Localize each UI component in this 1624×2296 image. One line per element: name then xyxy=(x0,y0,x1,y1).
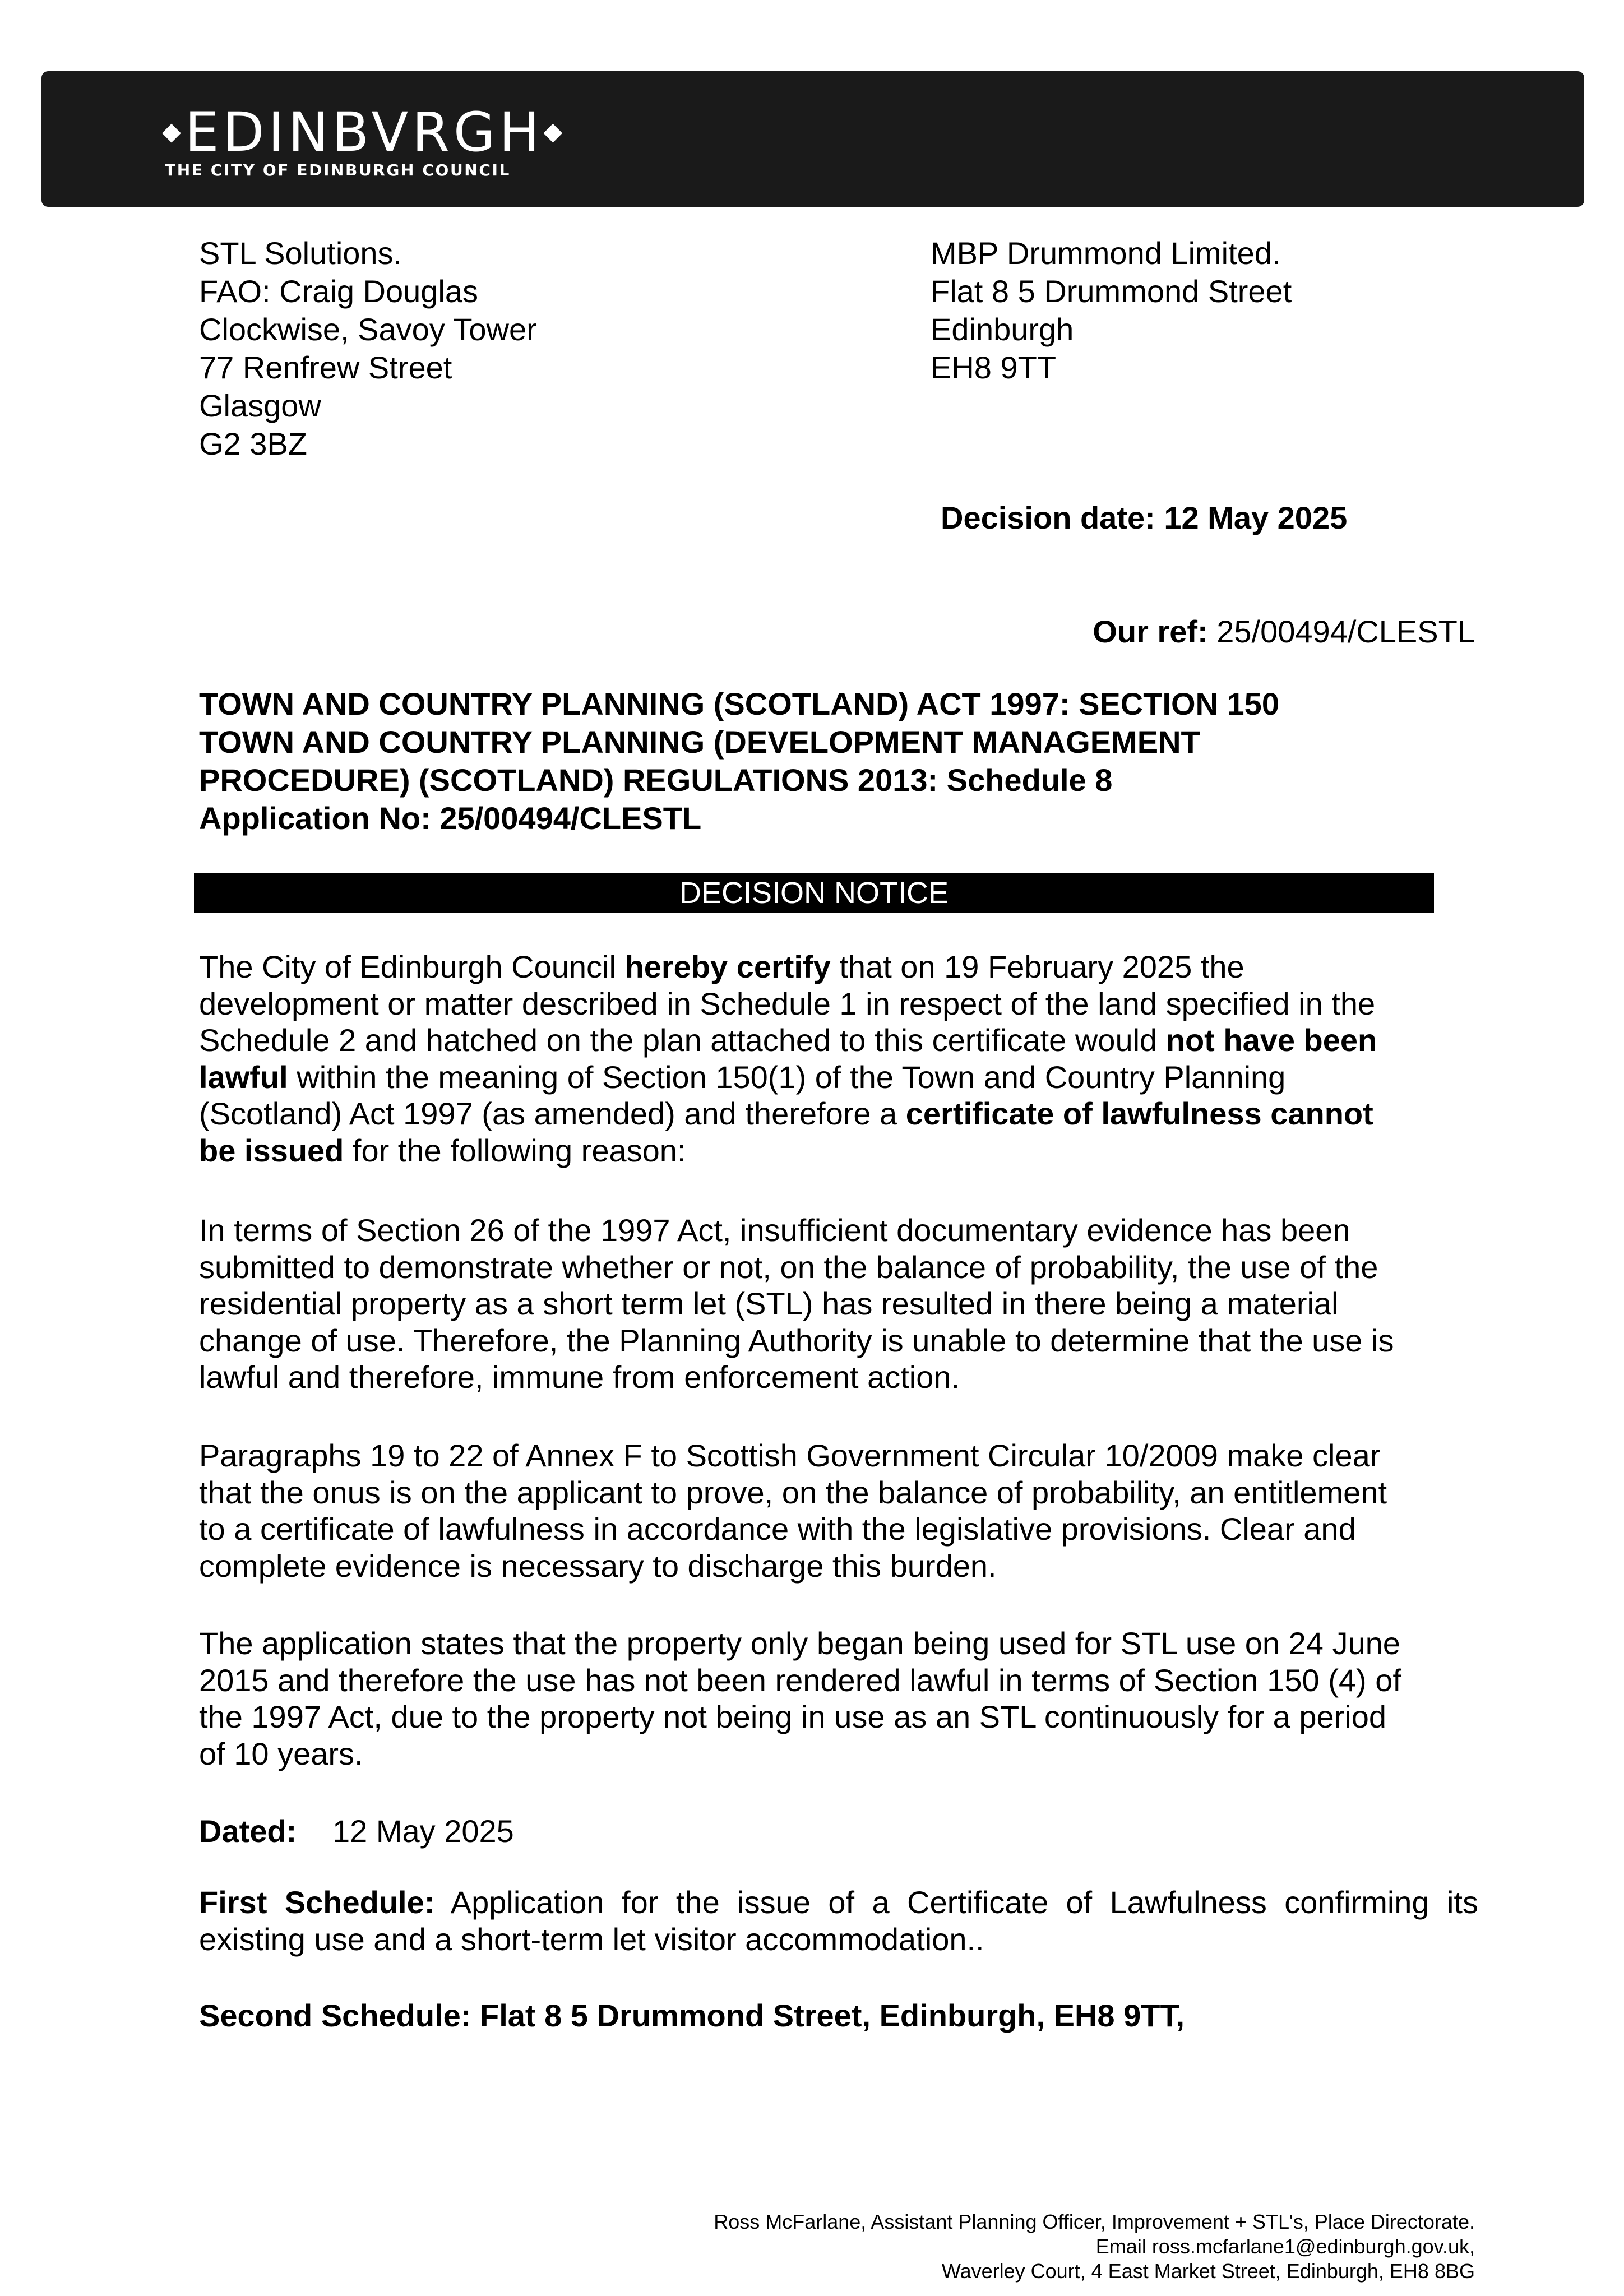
reason-paragraph xyxy=(199,1212,1478,1396)
recipient-line: FAO: Craig Douglas xyxy=(199,274,478,309)
recipient-line: Clockwise, Savoy Tower xyxy=(199,312,537,347)
text-line: residential property as a short term let (STL) has resulted in there being a material xyxy=(199,1286,1339,1322)
second-schedule: Second Schedule: Flat 8 5 Drummond Street, Edinburgh, EH8 9TT, xyxy=(199,1998,1185,2033)
emphasis-be-issued: be issued xyxy=(199,1132,344,1168)
applicant-line: Flat 8 5 Drummond Street xyxy=(931,274,1292,309)
application-number: Application No: 25/00494/CLESTL xyxy=(199,800,702,836)
our-reference xyxy=(1093,613,1475,651)
emphasis-not-lawful: not have been xyxy=(1165,1022,1377,1058)
our-ref-label: Our ref: xyxy=(1093,614,1208,649)
footer-line: Email ross.mcfarlane1@edinburgh.gov.uk, xyxy=(1095,2235,1475,2258)
logo-wordmark: EDINBVRGH xyxy=(184,101,544,164)
footer-line: Waverley Court, 4 East Market Street, Edinburgh, EH8 8BG xyxy=(941,2260,1475,2283)
applicant-line: Edinburgh xyxy=(931,312,1074,347)
text-line: 2015 and therefore the use has not been rendered lawful in terms of Section 150 (4) of xyxy=(199,1662,1401,1698)
logo-diamond-right-icon: ◆ xyxy=(543,117,567,146)
text-line: Paragraphs 19 to 22 of Annex F to Scottish Government Circular 10/2009 make clear xyxy=(199,1438,1381,1473)
officer-footer xyxy=(714,2210,1475,2284)
text-line: that the onus is on the applicant to prove, on the balance of probability, an entitlement xyxy=(199,1474,1387,1510)
dated-value: 12 May 2025 xyxy=(332,1813,514,1849)
text-line: In terms of Section 26 of the 1997 Act, insufficient documentary evidence has been xyxy=(199,1212,1350,1248)
applicant-line: MBP Drummond Limited. xyxy=(931,235,1281,271)
footer-line: Ross McFarlane, Assistant Planning Officer, Improvement + STL's, Place Directorate. xyxy=(714,2210,1475,2233)
text-line: the 1997 Act, due to the property not being in use as an STL continuously for a period xyxy=(199,1699,1386,1735)
text-run: that on 19 February 2025 the xyxy=(830,949,1244,984)
text-line: of 10 years. xyxy=(199,1735,363,1771)
our-ref-value: 25/00494/CLESTL xyxy=(1216,614,1475,649)
text-run: within the meaning of Section 150(1) of the Town and Country Planning xyxy=(288,1059,1286,1095)
council-header-banner xyxy=(41,71,1584,207)
text-run: Schedule 2 and hatched on the plan attached to this certificate would xyxy=(199,1022,1166,1058)
legislation-line: TOWN AND COUNTRY PLANNING (SCOTLAND) ACT 1997: SECTION 150 xyxy=(199,686,1279,721)
logo-subtitle: THE CITY OF EDINBURGH COUNCIL xyxy=(165,161,511,179)
legislation-line: TOWN AND COUNTRY PLANNING (DEVELOPMENT MANAGEMENT xyxy=(199,724,1200,760)
text-line: lawful and therefore, immune from enforcement action. xyxy=(199,1359,960,1395)
text-run: for the following reason: xyxy=(344,1132,686,1168)
legislation-line: PROCEDURE) (SCOTLAND) REGULATIONS 2013: Schedule 8 xyxy=(199,762,1113,798)
text-line: The application states that the property only began being used for STL use on 24 June xyxy=(199,1626,1400,1661)
legislation-heading xyxy=(199,685,1279,837)
recipient-line: 77 Renfrew Street xyxy=(199,350,452,385)
emphasis-hereby-certify: hereby certify xyxy=(624,949,831,984)
certification-paragraph xyxy=(199,948,1478,1169)
circular-paragraph xyxy=(199,1437,1478,1584)
logo-diamond-left-icon: ◆ xyxy=(162,117,185,146)
first-schedule xyxy=(199,1884,1478,1957)
recipient-line: STL Solutions. xyxy=(199,235,402,271)
text-line: complete evidence is necessary to discharge this burden. xyxy=(199,1548,997,1584)
text-run: (Scotland) Act 1997 (as amended) and therefore a xyxy=(199,1096,906,1132)
dated-label: Dated: xyxy=(199,1813,297,1849)
first-schedule-text: Application for the issue of a Certificate of Lawfulness confirming its existing use and a short-term let visitor accommodation.. xyxy=(199,1885,1478,1957)
dated-line xyxy=(199,1812,514,1850)
first-schedule-label: First Schedule: xyxy=(199,1885,435,1920)
recipient-line: G2 3BZ xyxy=(199,426,307,461)
decision-notice-title: DECISION NOTICE xyxy=(194,873,1434,913)
emphasis-lawful: lawful xyxy=(199,1059,288,1095)
application-statement-paragraph xyxy=(199,1625,1478,1772)
text-line: submitted to demonstrate whether or not, on the balance of probability, the use of the xyxy=(199,1249,1378,1285)
emphasis-certificate-cannot: certificate of lawfulness cannot xyxy=(905,1096,1373,1132)
recipient-address xyxy=(199,234,537,463)
decision-date: Decision date: 12 May 2025 xyxy=(941,500,1348,535)
council-logo xyxy=(162,101,567,164)
recipient-line: Glasgow xyxy=(199,388,321,423)
applicant-line: EH8 9TT xyxy=(931,350,1057,385)
text-line: development or matter described in Schedule 1 in respect of the land specified in the xyxy=(199,985,1376,1021)
text-line: to a certificate of lawfulness in accordance with the legislative provisions. Clear and xyxy=(199,1511,1356,1547)
text-line: change of use. Therefore, the Planning Authority is unable to determine that the use is xyxy=(199,1322,1394,1358)
text-run: The City of Edinburgh Council xyxy=(199,949,625,984)
applicant-address xyxy=(931,234,1292,387)
